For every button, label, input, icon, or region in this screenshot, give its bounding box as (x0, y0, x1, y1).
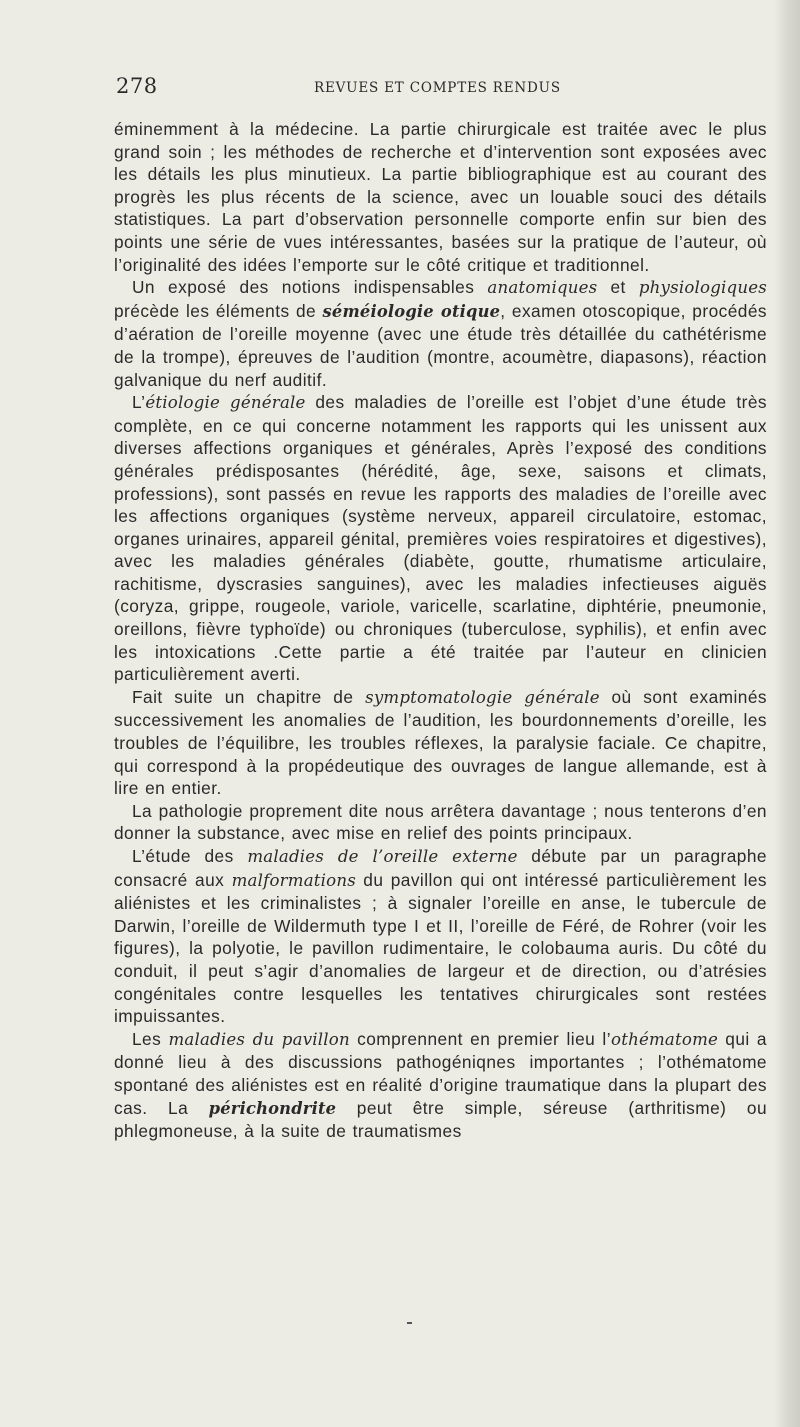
emphasized-text: étiologie générale (145, 393, 306, 413)
emphasized-text: othématome (611, 1029, 719, 1049)
text-run: comprennent en premier lieu l’ (349, 1028, 612, 1049)
text-run: L’ (132, 392, 146, 413)
paragraph (114, 391, 767, 686)
print-mark (407, 1322, 412, 1324)
text-run: éminemment à la médecine. La partie chirurgicale est traitée avec le plus grand soin ; les méthodes de recherche et d’intervention sont exposées avec les détails les plus minutieux. La partie bibliographique est au courant des progrès les plus récents de la science, avec un louable souci des détails statistiques. La part d’observation personnelle comporte enfin sur bien des points une série de vues intéressantes, basées sur la pratique de l’auteur, où l’originalité des idées l’emporte sur le côté critique et traditionnel. (114, 119, 767, 275)
running-title: REVUES ET COMPTES RENDUS (314, 80, 561, 96)
text-run: Fait suite un chapitre de (132, 686, 366, 707)
emphasized-text: séméiologie otique (322, 301, 501, 321)
emphasized-text: symptomatologie générale (365, 687, 600, 707)
emphasized-text: maladies du pavillon (168, 1029, 350, 1049)
text-run: précède les éléments de (114, 300, 323, 321)
emphasized-text: anatomiques (487, 278, 598, 298)
paragraph (114, 1028, 767, 1143)
text-run: où sont examinés successivement les anomalies de l’audition, les bourdonnements d’oreille, les troubles de l’équilibre, les troubles réflexes, la paralysie faciale. Ce chapitre, qui correspond à la propédeutique des ouvrages de langue allemande, est à lire en entier. (114, 686, 767, 799)
text-run: qui a donné lieu à des discussions pathogéniqnes importantes ; l’othématome spontané des aliénistes est en réalité d’origine traumatique dans la plupart des cas. La (114, 1028, 767, 1118)
paragraph (114, 686, 767, 800)
body-text (114, 118, 767, 1143)
emphasized-text: maladies de l’oreille externe (247, 847, 518, 866)
paragraph (114, 276, 767, 391)
text-run: Les (132, 1028, 169, 1049)
emphasized-text: périchondrite (208, 1098, 337, 1118)
text-run: La pathologie proprement dite nous arrêtera davantage ; nous tenterons d’en donner la substance, avec mise en relief des points principaux. (114, 800, 767, 844)
emphasized-text: physiologiques (638, 278, 767, 298)
text-run: du pavillon qui ont intéressé particulièrement les aliénistes et les criminalistes ; à signaler l’oreille en anse, le tubercule de Darwin, l’oreille de Wildermuth type I et II, l’oreille de Féré, de Rohrer (voir les figures), la polyotie, le pavillon rudimentaire, le colobauma auris. Du côté du conduit, il peut s’agir d’anomalies de largeur et de direction, ou d’atrésies congénitales contre lesquelles les tentatives chirurgicales sont restées impuissantes. (114, 869, 768, 1027)
paragraph (114, 118, 767, 276)
emphasized-text: malformations (231, 870, 356, 890)
text-run: débute par un paragraphe consacré aux (114, 846, 767, 890)
text-run: des maladies de l’oreille est l’objet d’une étude très complète, en ce qui concerne notamment les rapports qui les unissent aux diverses affections organiques et générales, Après l’exposé des conditions générales prédisposantes (hérédité, âge, sexe, saisons et climats, professions), sont passés en revue les rapports des maladies de l’oreille avec les affections organiques (système nerveux, appareil circulatoire, estomac, organes urinaires, appareil génital, premières voies respiratoires et digestives), avec les maladies générales (diabète, goutte, rhumatisme articulaire, rachitisme, dyscrasies sanguines), avec les maladies infectieuses aiguës (coryza, grippe, rougeole, variole, varicelle, scarlatine, diphtérie, pneumonie, oreillons, fièvre typhoïde) ou chroniques (tuberculose, syphilis), et enfin avec les intoxications .Cette partie a été traitée par l’auteur en clinicien particulièrement averti. (114, 392, 767, 685)
page-number: 278 (116, 74, 158, 98)
text-run: Un exposé des notions indispensables (132, 277, 488, 298)
paragraph (114, 845, 767, 1028)
text-run: , examen otoscopique, procédés d’aération de l’oreille moyenne (avec une étude très détaillée du cathétérisme de la trompe), épreuves de l’audition (montre, acoumètre, diapasons), réaction galvanique du nerf auditif. (114, 300, 767, 390)
text-run: peut être simple, séreuse (arthritisme) ou phlegmoneuse, à la suite de traumatismes (114, 1097, 767, 1142)
paragraph (114, 800, 767, 845)
text-run: L’étude des (132, 846, 248, 866)
page-header (116, 74, 772, 106)
page-spine-shadow (774, 0, 800, 1427)
text-run: et (597, 277, 639, 298)
